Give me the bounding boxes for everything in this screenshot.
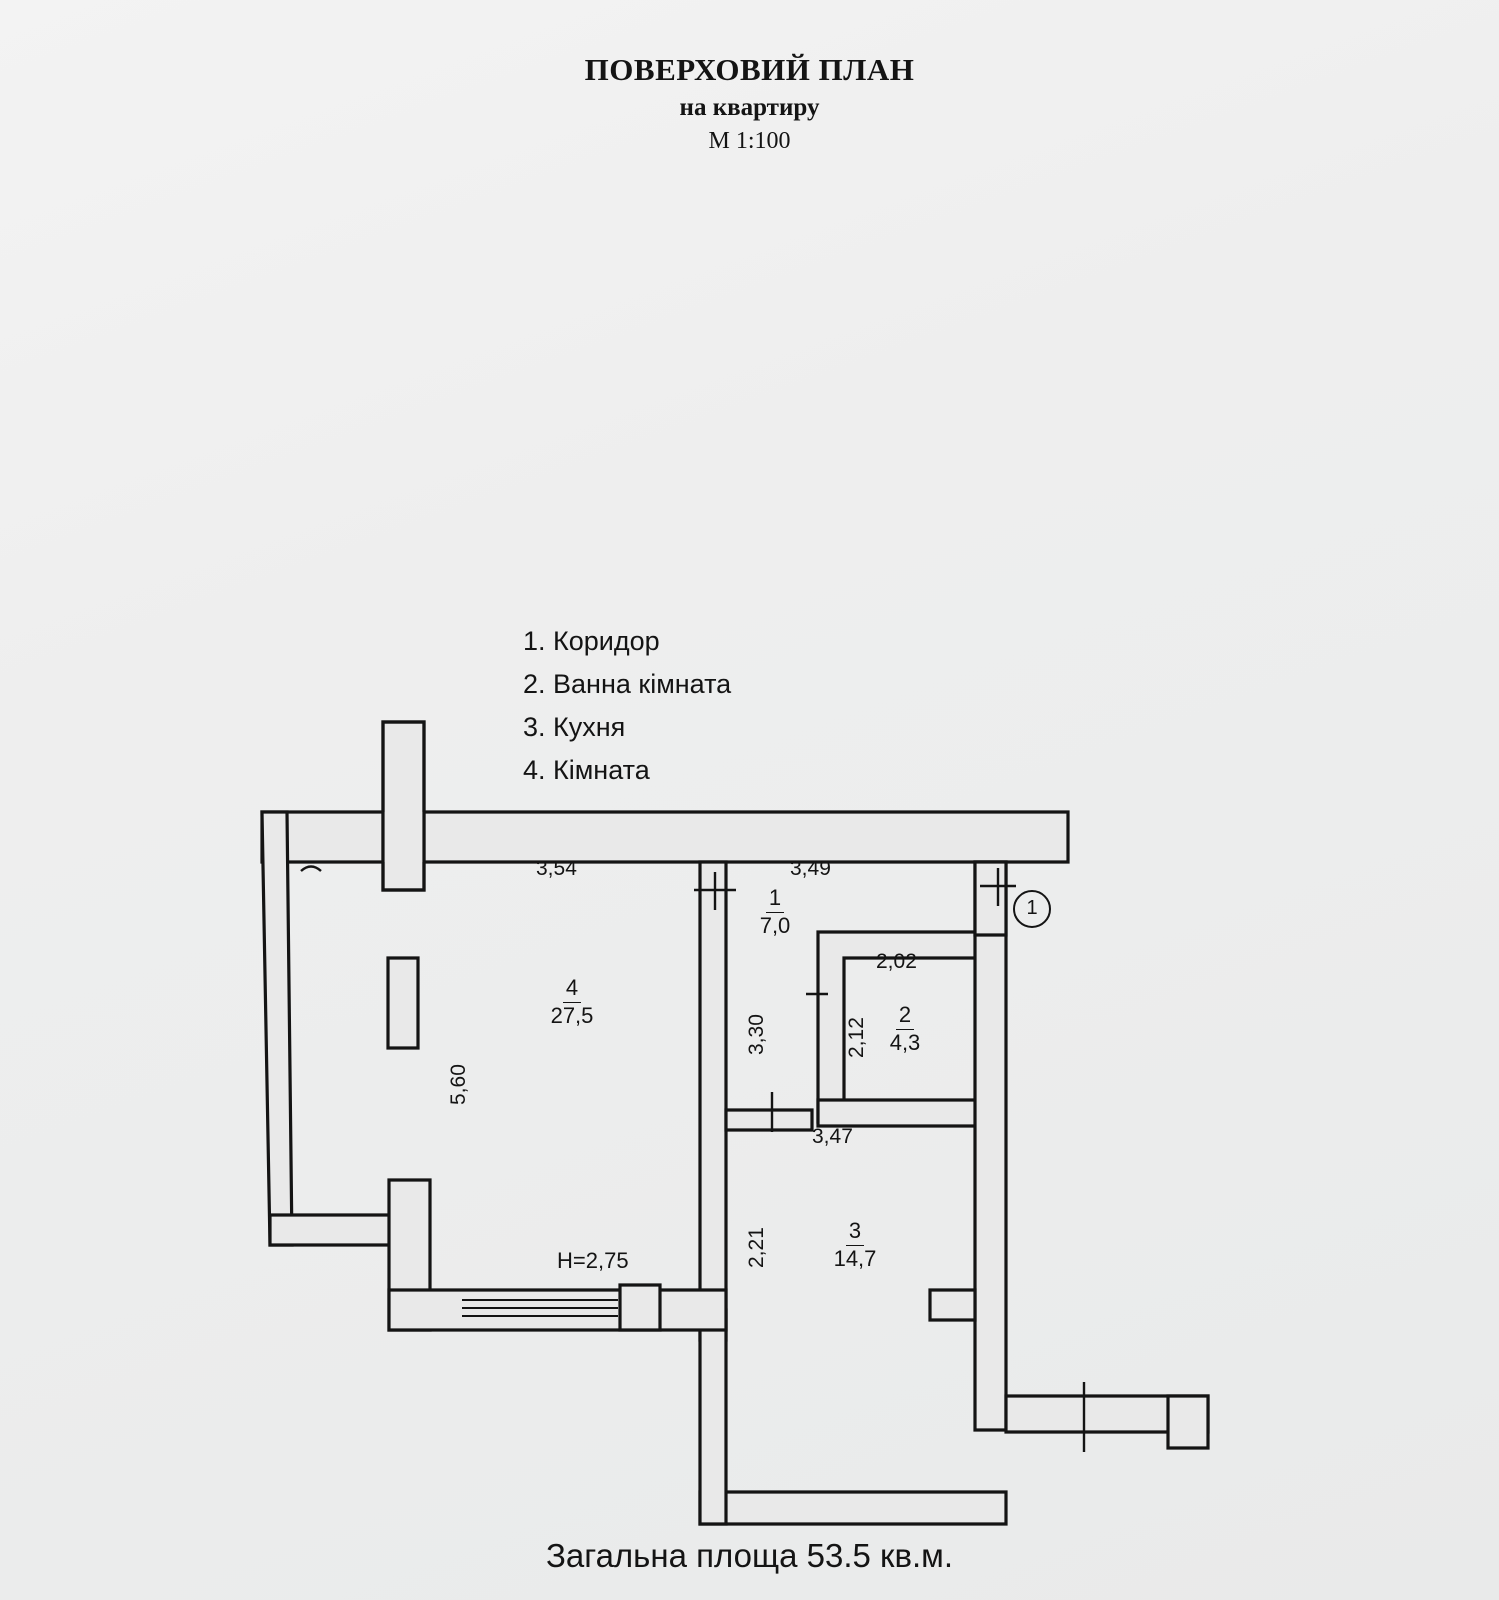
dimension-kitchen-left: 2,21 xyxy=(745,1227,768,1268)
dimension-corridor-vertical: 3,30 xyxy=(745,1014,768,1055)
room-number-1: 1 xyxy=(766,885,784,913)
room-area-3: 14,7 xyxy=(833,1246,877,1271)
page-title: ПОВЕРХОВИЙ ПЛАН xyxy=(584,52,915,87)
room-number-4: 4 xyxy=(563,975,581,1003)
legend-item-3: 3. Кухня xyxy=(523,712,626,742)
room-area-4: 27,5 xyxy=(550,1003,594,1028)
legend-item-2: 2. Ванна кімната xyxy=(523,669,732,699)
dimension-bath-left: 2,12 xyxy=(845,1017,868,1058)
dimension-top-left: 3,54 xyxy=(536,857,577,880)
room-number-3: 3 xyxy=(846,1218,864,1246)
dimension-top-right: 3,49 xyxy=(790,857,831,880)
room-label-2 xyxy=(850,1002,960,1056)
dimension-room-left: 5,60 xyxy=(447,1064,470,1105)
ceiling-height-note: Н=2,75 xyxy=(557,1248,629,1273)
room-label-4 xyxy=(512,975,632,1029)
legend-item-4: 4. Кімната xyxy=(523,755,650,785)
room-label-3 xyxy=(800,1218,910,1272)
scale-label: М 1:100 xyxy=(708,128,791,154)
room-area-1: 7,0 xyxy=(759,913,791,938)
dimension-kitchen-top: 3,47 xyxy=(812,1125,853,1148)
room-label-1 xyxy=(715,885,835,939)
room-area-2: 4,3 xyxy=(889,1030,921,1055)
room-number-2: 2 xyxy=(896,1002,914,1030)
dimension-bath-top: 2,02 xyxy=(876,950,917,973)
page-subtitle: на квартиру xyxy=(679,94,820,121)
total-area-label: Загальна площа 53.5 кв.м. xyxy=(545,1537,954,1574)
legend-item-1: 1. Коридор xyxy=(523,626,660,656)
entrance-marker-icon: 1 xyxy=(1013,890,1051,928)
